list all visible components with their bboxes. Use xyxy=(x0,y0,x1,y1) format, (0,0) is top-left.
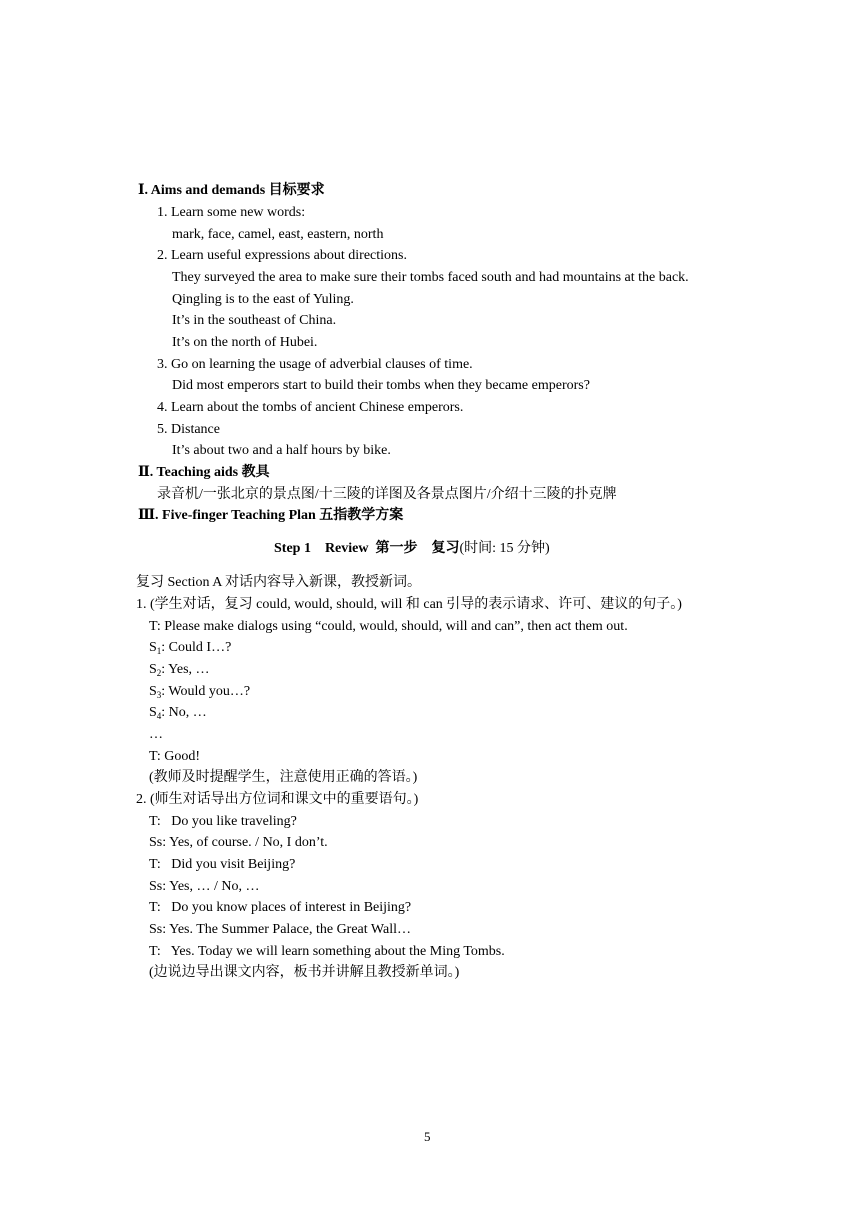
speaker-number: 4 xyxy=(156,711,162,721)
speaker-label: S xyxy=(149,684,157,699)
student-line-3 xyxy=(149,683,250,704)
student-line-2 xyxy=(149,661,210,682)
step-title: Step 1 Review 第一步 复习 xyxy=(274,541,460,556)
speaker-label: S xyxy=(149,662,157,677)
speaker-number: 3 xyxy=(156,690,162,700)
aim-item-3: 3. Go on learning the usage of adverbial clauses of time. xyxy=(157,357,473,372)
teacher-line-good: T: Good! xyxy=(149,749,201,764)
aim-item-3-example: Did most emperors start to build their tombs when they became emperors? xyxy=(172,378,590,393)
section-heading-teaching-aids: Ⅱ. Teaching aids 教具 xyxy=(138,465,270,480)
aim-item-5-example: It’s about two and a half hours by bike. xyxy=(172,443,391,458)
teacher-line-dialogs: T: Please make dialogs using “could, would, should, will and can”, then act them out. xyxy=(149,619,628,634)
teaching-aids-content: 录音机/一张北京的景点图/十三陵的详图及各景点图片/介绍十三陵的扑克牌 xyxy=(157,487,617,502)
review-point-1: 1. (学生对话，复习 could, would, should, will 和 can 引导的表示请求、许可、建议的句子。) xyxy=(136,597,682,612)
aim-item-2-example-2: Qingling is to the east of Yuling. xyxy=(172,292,354,307)
review-point-2: 2. (师生对话导出方位词和课文中的重要语句。) xyxy=(136,792,419,807)
step-time: (时间: 15 分钟) xyxy=(459,541,550,556)
speaker-label: S xyxy=(149,705,157,720)
dialog-line-6: Ss: Yes. The Summer Palace, the Great Wall… xyxy=(149,922,411,937)
aim-item-2-example-3: It’s in the southeast of China. xyxy=(172,313,337,328)
dialog-line-1: T: Do you like traveling? xyxy=(149,814,297,829)
ellipsis-line: … xyxy=(149,727,163,742)
review-note-1: (教师及时提醒学生，注意使用正确的答语。) xyxy=(149,770,418,785)
section-heading-aims: Ⅰ. Aims and demands 目标要求 xyxy=(138,183,325,198)
review-note-2: (边说边导出课文内容，板书并讲解且教授新单词。) xyxy=(149,965,460,980)
section-heading-teaching-plan: Ⅲ. Five-finger Teaching Plan 五指教学方案 xyxy=(138,508,404,523)
aim-item-2-example-1: They surveyed the area to make sure their tombs faced south and had mountains at the back. xyxy=(172,270,689,285)
student-text: : Could I…? xyxy=(161,640,232,655)
speaker-number: 2 xyxy=(156,668,162,678)
dialog-line-2: Ss: Yes, of course. / No, I don’t. xyxy=(149,835,328,850)
aim-item-4: 4. Learn about the tombs of ancient Chinese emperors. xyxy=(157,400,464,415)
aim-item-1-words: mark, face, camel, east, eastern, north xyxy=(172,227,384,242)
student-text: : Would you…? xyxy=(161,684,251,699)
speaker-label: S xyxy=(149,640,157,655)
dialog-line-7: T: Yes. Today we will learn something about the Ming Tombs. xyxy=(149,944,505,959)
speaker-number: 1 xyxy=(156,646,162,656)
dialog-line-4: Ss: Yes, … / No, … xyxy=(149,879,260,894)
aim-item-2: 2. Learn useful expressions about directions. xyxy=(157,248,407,263)
dialog-line-3: T: Did you visit Beijing? xyxy=(149,857,296,872)
student-line-4 xyxy=(149,704,207,725)
aim-item-5: 5. Distance xyxy=(157,422,220,437)
student-text: : No, … xyxy=(161,705,207,720)
step-heading xyxy=(274,540,550,558)
aim-item-2-example-4: It’s on the north of Hubei. xyxy=(172,335,318,350)
page-number: 5 xyxy=(424,1129,431,1144)
student-line-1 xyxy=(149,639,231,660)
student-text: : Yes, … xyxy=(161,662,210,677)
aim-item-1: 1. Learn some new words: xyxy=(157,205,306,220)
review-intro: 复习 Section A 对话内容导入新课，教授新词。 xyxy=(136,575,422,590)
dialog-line-5: T: Do you know places of interest in Beijing? xyxy=(149,900,412,915)
